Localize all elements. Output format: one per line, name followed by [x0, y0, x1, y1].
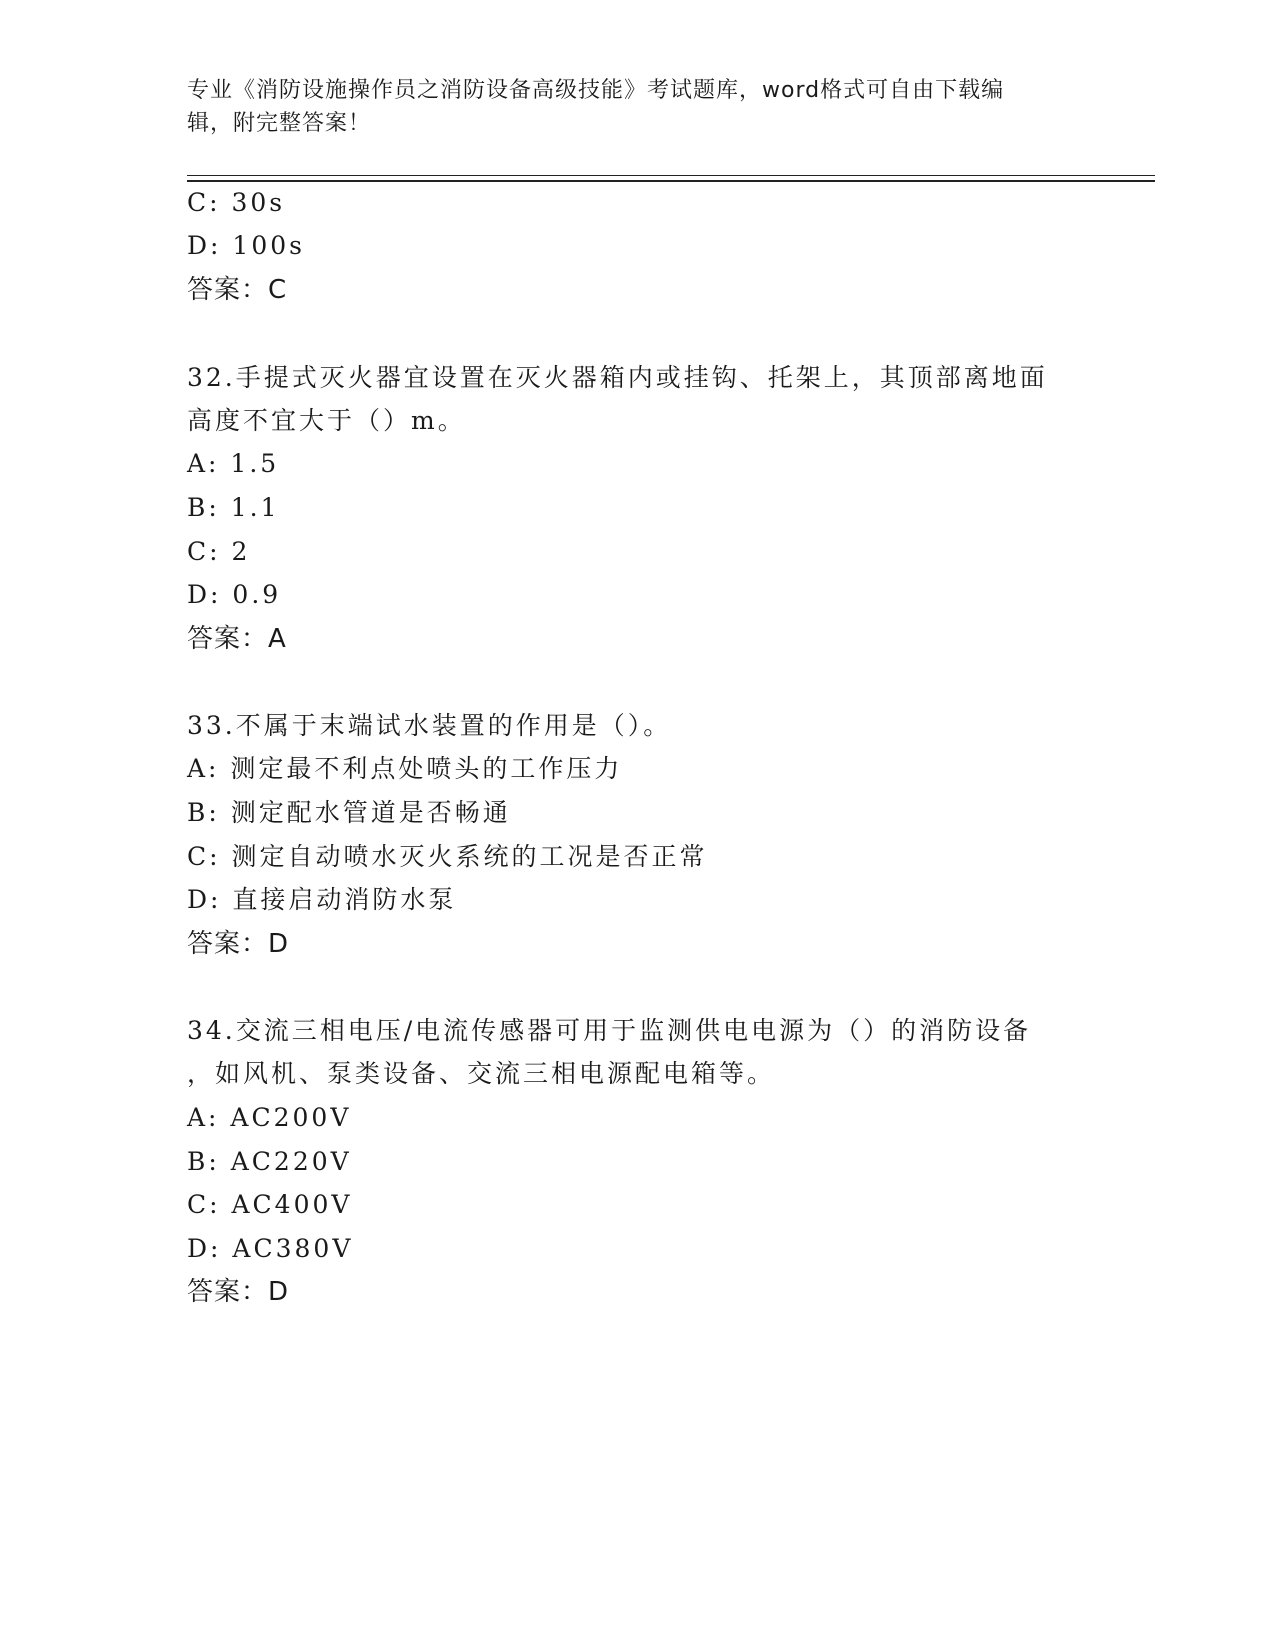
option-d: D: 100s — [187, 231, 305, 260]
answer: 答案：A — [187, 624, 287, 654]
question-stem-continued: 高度不宜大于（）m。 — [187, 406, 466, 435]
question-stem: 32.手提式灭火器宜设置在灭火器箱内或挂钩、托架上，其顶部离地面 — [187, 363, 1048, 392]
option-b: B: 1.1 — [187, 493, 280, 522]
option-a: A: 1.5 — [187, 449, 280, 478]
option-b: B: AC220V — [187, 1147, 352, 1176]
header-line-2: 辑，附完整答案！ — [187, 111, 372, 136]
option-b: B: 测定配水管道是否畅通 — [187, 798, 511, 827]
header-text — [187, 74, 1067, 140]
option-a: A: 测定最不利点处喷头的工作压力 — [187, 754, 623, 783]
option-c: C: 测定自动喷水灭火系统的工况是否正常 — [187, 842, 708, 871]
answer: 答案：D — [187, 1277, 290, 1307]
answer: 答案：D — [187, 929, 290, 959]
option-c: C: 2 — [187, 537, 251, 566]
option-d: D: 0.9 — [187, 580, 282, 609]
option-c: C: 30s — [187, 188, 286, 217]
header-divider-thick — [187, 180, 1155, 182]
header-line-1: 专业《消防设施操作员之消防设备高级技能》考试题库，word格式可自由下载编 — [187, 78, 1005, 103]
question-stem: 34.交流三相电压/电流传感器可用于监测供电电源为（）的消防设备 — [187, 1016, 1032, 1045]
option-d: D: AC380V — [187, 1234, 354, 1263]
question-stem: 33.不属于末端试水装置的作用是（）。 — [187, 711, 672, 740]
header-divider-thin — [187, 175, 1155, 176]
question-stem-continued: ，如风机、泵类设备、交流三相电源配电箱等。 — [187, 1059, 776, 1088]
option-c: C: AC400V — [187, 1190, 353, 1219]
answer: 答案：C — [187, 275, 288, 305]
option-a: A: AC200V — [187, 1103, 352, 1132]
option-d: D: 直接启动消防水泵 — [187, 885, 457, 914]
